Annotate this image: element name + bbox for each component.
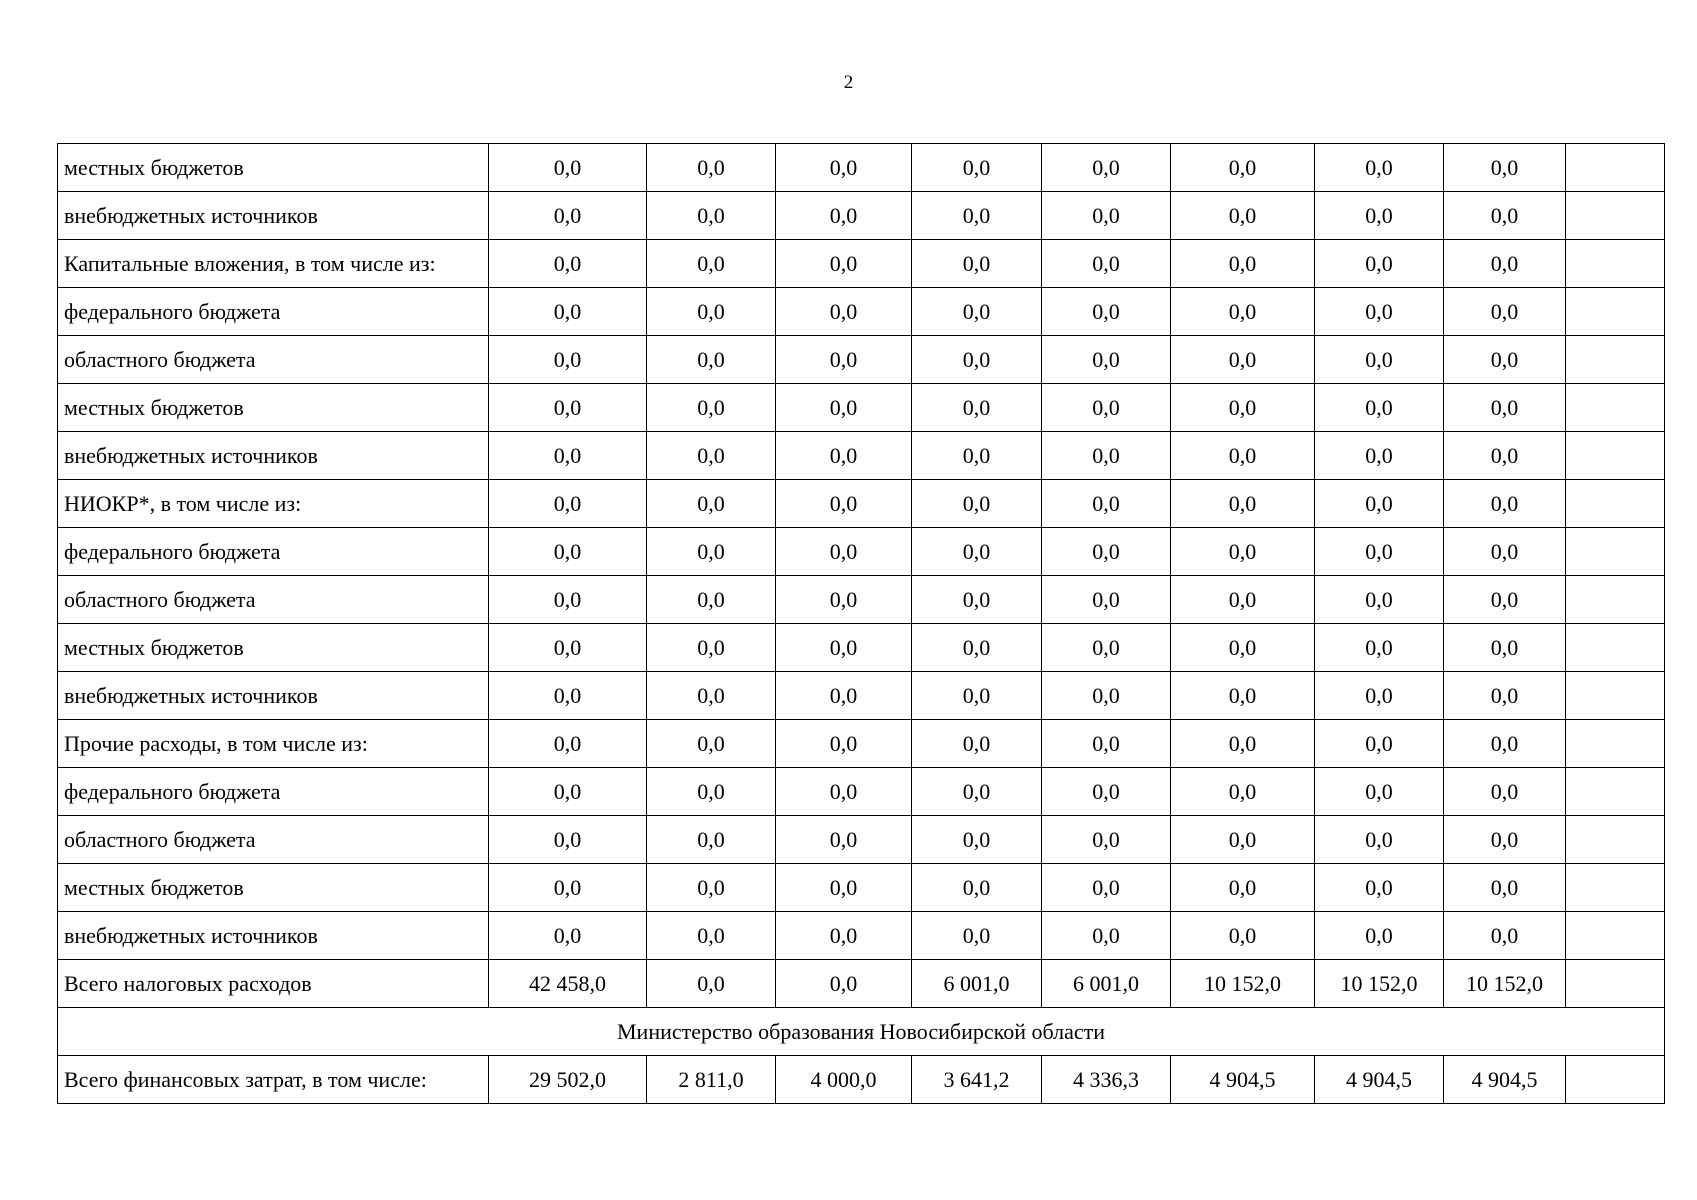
value-cell: 0,0 [776,336,912,384]
table-row [58,816,1665,864]
value-cell: 0,0 [776,240,912,288]
value-cell: 0,0 [776,480,912,528]
value-cell: 0,0 [1315,528,1444,576]
empty-cell [1566,912,1665,960]
value-cell: 0,0 [647,144,776,192]
value-cell: 10 152,0 [1171,960,1315,1008]
value-cell: 0,0 [776,528,912,576]
value-cell: 0,0 [1444,240,1566,288]
row-label: внебюджетных источников [58,432,489,480]
table-row [58,720,1665,768]
value-cell: 0,0 [647,720,776,768]
value-cell: 0,0 [776,912,912,960]
value-cell: 0,0 [647,960,776,1008]
value-cell: 0,0 [1042,384,1171,432]
value-cell: 0,0 [1042,480,1171,528]
value-cell: 0,0 [1171,672,1315,720]
value-cell: 3 641,2 [912,1056,1042,1104]
value-cell: 0,0 [912,480,1042,528]
table-row [58,864,1665,912]
table-row [58,912,1665,960]
value-cell: 0,0 [1315,384,1444,432]
value-cell: 0,0 [647,528,776,576]
value-cell: 0,0 [647,384,776,432]
value-cell: 0,0 [912,432,1042,480]
value-cell: 0,0 [1315,336,1444,384]
value-cell: 0,0 [489,240,647,288]
section-heading: Министерство образования Новосибирской области [58,1008,1665,1056]
empty-cell [1566,192,1665,240]
row-label: областного бюджета [58,576,489,624]
value-cell: 0,0 [489,432,647,480]
value-cell: 0,0 [1444,192,1566,240]
empty-cell [1566,432,1665,480]
value-cell: 0,0 [1171,528,1315,576]
value-cell: 0,0 [1444,576,1566,624]
empty-cell [1566,672,1665,720]
value-cell: 0,0 [912,144,1042,192]
value-cell: 0,0 [647,672,776,720]
value-cell: 0,0 [1444,480,1566,528]
empty-cell [1566,864,1665,912]
value-cell: 0,0 [1171,576,1315,624]
row-label: местных бюджетов [58,624,489,672]
value-cell: 0,0 [1042,672,1171,720]
row-label: федерального бюджета [58,768,489,816]
value-cell: 0,0 [489,816,647,864]
value-cell: 0,0 [489,768,647,816]
value-cell: 0,0 [489,144,647,192]
row-label: внебюджетных источников [58,672,489,720]
value-cell: 0,0 [912,720,1042,768]
row-label: федерального бюджета [58,528,489,576]
value-cell: 0,0 [912,576,1042,624]
empty-cell [1566,576,1665,624]
empty-cell [1566,768,1665,816]
value-cell: 0,0 [1171,288,1315,336]
page-number: 2 [843,72,854,93]
value-cell: 0,0 [489,720,647,768]
value-cell: 0,0 [1444,288,1566,336]
value-cell: 0,0 [489,288,647,336]
empty-cell [1566,384,1665,432]
value-cell: 10 152,0 [1444,960,1566,1008]
value-cell: 0,0 [1171,192,1315,240]
value-cell: 0,0 [912,288,1042,336]
value-cell: 42 458,0 [489,960,647,1008]
row-label: местных бюджетов [58,384,489,432]
value-cell: 0,0 [1315,720,1444,768]
value-cell: 0,0 [912,864,1042,912]
section-row [58,1008,1665,1056]
value-cell: 0,0 [776,768,912,816]
value-cell: 6 001,0 [912,960,1042,1008]
value-cell: 6 001,0 [1042,960,1171,1008]
value-cell: 0,0 [1315,816,1444,864]
table-row [58,144,1665,192]
value-cell: 0,0 [647,432,776,480]
value-cell: 0,0 [647,480,776,528]
value-cell: 0,0 [1171,768,1315,816]
value-cell: 0,0 [1171,624,1315,672]
value-cell: 0,0 [1171,816,1315,864]
value-cell: 0,0 [647,624,776,672]
value-cell: 0,0 [489,912,647,960]
value-cell: 0,0 [776,384,912,432]
row-label: местных бюджетов [58,864,489,912]
value-cell: 0,0 [1171,240,1315,288]
value-cell: 0,0 [776,672,912,720]
empty-cell [1566,816,1665,864]
row-label: Капитальные вложения, в том числе из: [58,240,489,288]
value-cell: 0,0 [1042,528,1171,576]
value-cell: 0,0 [1315,624,1444,672]
value-cell: 4 904,5 [1171,1056,1315,1104]
row-label: областного бюджета [58,816,489,864]
table-row [58,528,1665,576]
value-cell: 0,0 [1315,768,1444,816]
empty-cell [1566,336,1665,384]
row-label: Всего финансовых затрат, в том числе: [58,1056,489,1104]
value-cell: 0,0 [1444,912,1566,960]
empty-cell [1566,528,1665,576]
value-cell: 0,0 [1315,192,1444,240]
value-cell: 0,0 [912,816,1042,864]
value-cell: 0,0 [647,864,776,912]
table-row [58,1056,1665,1104]
value-cell: 0,0 [489,192,647,240]
value-cell: 0,0 [647,816,776,864]
value-cell: 0,0 [776,816,912,864]
value-cell: 0,0 [647,768,776,816]
value-cell: 0,0 [776,288,912,336]
value-cell: 0,0 [1171,432,1315,480]
row-label: НИОКР*, в том числе из: [58,480,489,528]
empty-cell [1566,144,1665,192]
value-cell: 0,0 [489,624,647,672]
table-row [58,432,1665,480]
row-label: внебюджетных источников [58,192,489,240]
value-cell: 0,0 [647,336,776,384]
empty-cell [1566,720,1665,768]
value-cell: 0,0 [776,576,912,624]
value-cell: 0,0 [1042,432,1171,480]
empty-cell [1566,240,1665,288]
table-row [58,288,1665,336]
value-cell: 0,0 [1444,384,1566,432]
value-cell: 4 336,3 [1042,1056,1171,1104]
table-row [58,480,1665,528]
table-body [58,144,1665,1104]
value-cell: 0,0 [1171,480,1315,528]
table-row [58,768,1665,816]
value-cell: 0,0 [1315,576,1444,624]
value-cell: 0,0 [1171,864,1315,912]
row-label: федерального бюджета [58,288,489,336]
value-cell: 0,0 [489,576,647,624]
value-cell: 0,0 [489,480,647,528]
row-label: Прочие расходы, в том числе из: [58,720,489,768]
value-cell: 0,0 [489,336,647,384]
budget-table [57,143,1665,1104]
value-cell: 0,0 [776,960,912,1008]
value-cell: 0,0 [912,192,1042,240]
value-cell: 4 000,0 [776,1056,912,1104]
value-cell: 0,0 [1042,720,1171,768]
value-cell: 0,0 [912,528,1042,576]
table-row [58,960,1665,1008]
empty-cell [1566,288,1665,336]
value-cell: 0,0 [647,576,776,624]
value-cell: 0,0 [647,288,776,336]
row-label: областного бюджета [58,336,489,384]
value-cell: 0,0 [1042,336,1171,384]
value-cell: 0,0 [776,432,912,480]
value-cell: 0,0 [912,336,1042,384]
value-cell: 0,0 [1042,624,1171,672]
value-cell: 2 811,0 [647,1056,776,1104]
table-row [58,192,1665,240]
value-cell: 0,0 [647,192,776,240]
value-cell: 0,0 [1042,864,1171,912]
row-label: Всего налоговых расходов [58,960,489,1008]
value-cell: 0,0 [1444,672,1566,720]
value-cell: 0,0 [912,384,1042,432]
row-label: местных бюджетов [58,144,489,192]
empty-cell [1566,1056,1665,1104]
value-cell: 10 152,0 [1315,960,1444,1008]
value-cell: 0,0 [1444,768,1566,816]
table-row [58,336,1665,384]
row-label: внебюджетных источников [58,912,489,960]
value-cell: 0,0 [1315,480,1444,528]
value-cell: 0,0 [1171,720,1315,768]
value-cell: 0,0 [1315,288,1444,336]
value-cell: 0,0 [912,768,1042,816]
empty-cell [1566,960,1665,1008]
empty-cell [1566,624,1665,672]
value-cell: 0,0 [776,144,912,192]
value-cell: 0,0 [1444,720,1566,768]
table-row [58,576,1665,624]
value-cell: 0,0 [1042,144,1171,192]
value-cell: 0,0 [776,624,912,672]
value-cell: 0,0 [1315,144,1444,192]
value-cell: 0,0 [647,912,776,960]
value-cell: 0,0 [1042,240,1171,288]
value-cell: 0,0 [1315,672,1444,720]
value-cell: 0,0 [1315,912,1444,960]
table-row [58,624,1665,672]
value-cell: 0,0 [1444,144,1566,192]
value-cell: 0,0 [912,912,1042,960]
value-cell: 0,0 [647,240,776,288]
value-cell: 0,0 [776,864,912,912]
value-cell: 0,0 [1042,912,1171,960]
value-cell: 0,0 [1315,432,1444,480]
value-cell: 0,0 [489,384,647,432]
value-cell: 0,0 [912,672,1042,720]
value-cell: 0,0 [912,240,1042,288]
value-cell: 0,0 [1315,864,1444,912]
value-cell: 0,0 [1171,336,1315,384]
value-cell: 0,0 [1171,912,1315,960]
value-cell: 0,0 [1042,768,1171,816]
empty-cell [1566,480,1665,528]
value-cell: 0,0 [1444,336,1566,384]
value-cell: 4 904,5 [1444,1056,1566,1104]
value-cell: 0,0 [1171,144,1315,192]
value-cell: 0,0 [1315,240,1444,288]
value-cell: 0,0 [1042,288,1171,336]
value-cell: 4 904,5 [1315,1056,1444,1104]
table-row [58,672,1665,720]
table-row [58,240,1665,288]
value-cell: 0,0 [1444,864,1566,912]
value-cell: 0,0 [489,528,647,576]
value-cell: 0,0 [1171,384,1315,432]
value-cell: 0,0 [1042,576,1171,624]
value-cell: 0,0 [1444,528,1566,576]
value-cell: 0,0 [776,720,912,768]
value-cell: 29 502,0 [489,1056,647,1104]
value-cell: 0,0 [1042,816,1171,864]
value-cell: 0,0 [1042,192,1171,240]
value-cell: 0,0 [1444,816,1566,864]
value-cell: 0,0 [489,864,647,912]
value-cell: 0,0 [1444,432,1566,480]
value-cell: 0,0 [1444,624,1566,672]
value-cell: 0,0 [912,624,1042,672]
value-cell: 0,0 [489,672,647,720]
table-row [58,384,1665,432]
value-cell: 0,0 [776,192,912,240]
